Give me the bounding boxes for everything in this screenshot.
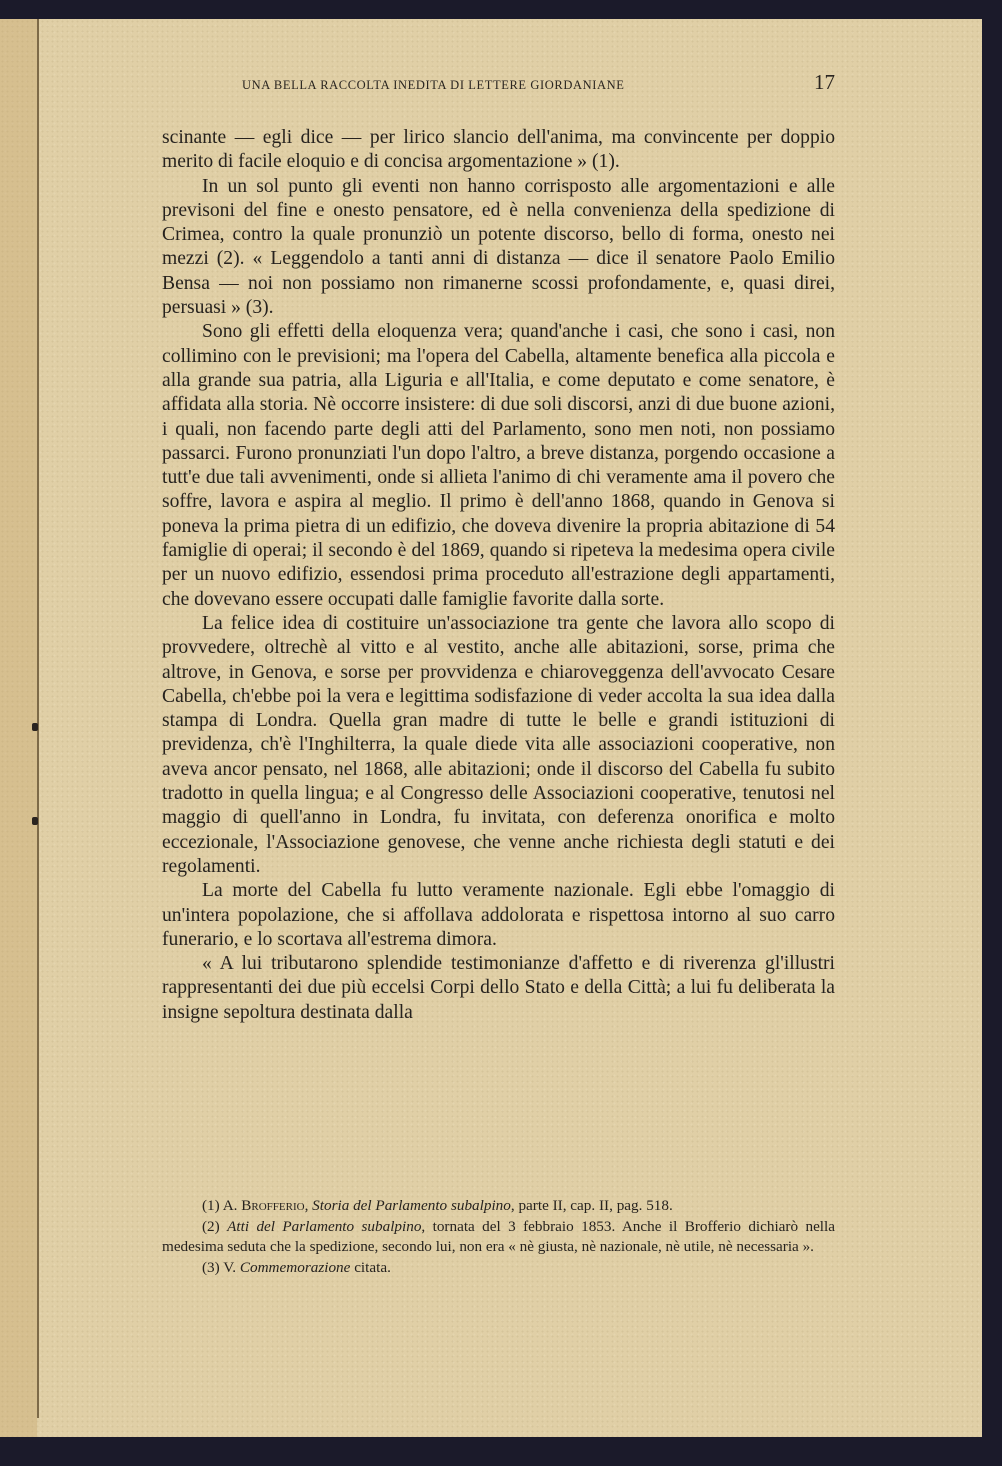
paragraph: scinante — egli dice — per lirico slancio dell'anima, ma convincente per doppio merito di facile eloquio e di concisa argomentazione » (1).: [162, 127, 835, 173]
body-text: [162, 126, 835, 1025]
footnote-author-initial: A.: [222, 1197, 238, 1214]
paragraph: Sono gli effetti della eloquenza vera; quand'anche i casi, che sono i casi, non collimino con le previsioni; ma l'opera del Cabella, altamente benefica alla piccola e alla grande sua patria, alla Liguria e all'Italia, e come deputato e come senatore, è affidata alla storia. Nè occorre insistere: di due soli discorsi, anzi di due buone azioni, i quali, non facendo parte degli atti del Parlamento, sono men noti, non possiamo passarci. Furono pronunziati l'un dopo l'altro, a breve distanza, porgendo occasione a tutt'e due tali avvenimenti, onde si allieta l'animo di chi veramente ama il povero che soffre, lavora e aspira al meglio. Il primo è dell'anno 1868, quando in Genova si poneva la prima pietra di un edifizio, che doveva divenire la propria abitazione di 54 famiglie di operai; il secondo è del 1869, quando si ripeteva la medesima opera civile per un nuovo edifizio, essendosi prima proceduto all'estrazione degli appartamenti, che dovevano essere occupati dalle famiglie favorite dalla sorte.: [162, 321, 835, 610]
footnote-title: Storia del Parlamento subalpino: [312, 1197, 511, 1214]
footnote-marker: (2): [202, 1217, 220, 1235]
page-number: 17: [814, 70, 835, 94]
paragraph: « A lui tributarono splendide testimonianze d'affetto e di riverenza gl'illustri rappresentanti dei due più eccelsi Corpi dello Stato e della Città; a lui fu deliberata la insigne sepoltura destinata dalla: [162, 953, 835, 1023]
binding-fold: [37, 19, 39, 1418]
page-header: [162, 70, 835, 95]
footnote: [162, 1217, 835, 1258]
paragraph: La felice idea di costituire un'associazione tra gente che lavora allo scopo di provvedere, oltrechè al vitto e al vestito, anche alle abitazioni, sorse, prima che altrove, in Genova, e sorse per provvidenza e chiaroveggenza dell'avvocato Cesare Cabella, ch'ebbe poi la vera e legittima sodisfazione di veder accolta la sua idea dalla stampa di Londra. Quella gran madre di tutte le belle e grandi istituzioni di previdenza, ch'è l'Inghilterra, la quale diede vita alle associazioni cooperative, non aveva ancor pensato, nel 1868, alle abitazioni; onde il discorso del Cabella fu subito tradotto in quella lingua; e al Congresso delle Associazioni cooperative, tenutosi nel maggio di quell'anno in Londra, fu invitata, con deferenza onorifica e molto eccezionale, l'Associazione genovese, che venne anche richiesta degli statuti e dei regolamenti.: [162, 612, 835, 877]
stitch-hole: [32, 817, 38, 825]
footnote-prefix: V.: [223, 1258, 237, 1276]
footnote-marker: (1): [202, 1197, 220, 1214]
footnote-title: Atti del Parlamento subalpino: [227, 1217, 422, 1235]
footnote-author: Brofferio: [241, 1197, 305, 1214]
running-head: UNA BELLA RACCOLTA INEDITA DI LETTERE GIORDANIANE: [242, 78, 625, 92]
footnote-text: , parte II, cap. II, pag. 518.: [510, 1197, 673, 1214]
footnote-marker: (3): [202, 1258, 220, 1276]
paragraph: In un sol punto gli eventi non hanno corrisposto alle argomentazioni e alle previsoni del fine e onesto pensatore, ed è nella convenienza della spedizione di Crimea, contro la quale pronunziò un potente discorso, bello di forma, onesto nei mezzi (2). « Leggendolo a tanti anni di distanza — dice il senatore Paolo Emilio Bensa — noi non possiamo non rimanerne scossi profondamente, e, quasi direi, persuasi » (3).: [162, 175, 835, 319]
paragraph: La morte del Cabella fu lutto veramente nazionale. Egli ebbe l'omaggio di un'intera popolazione, che si affollava addolorata e rispettosa intorno al suo carro funerario, e lo scortava all'estrema dimora.: [162, 880, 835, 950]
book-page: [0, 19, 982, 1437]
footnotes: [162, 1196, 835, 1278]
footnote: [162, 1258, 835, 1279]
footnote-text: , tornata del 3 febbraio 1853. Anche il Brofferio dichiarò nella medesima seduta che la spedizione, secondo lui, non era « nè giusta, nè nazionale, nè utile, nè necessaria ».: [162, 1217, 835, 1255]
footnote: (1) A. Brofferio, Storia del Parlamento subalpino, parte II, cap. II, pag. 518.: [202, 1197, 673, 1214]
footnote-text: citata.: [350, 1258, 391, 1276]
stitch-hole: [32, 723, 38, 731]
footnote-title: Commemorazione: [239, 1258, 351, 1276]
